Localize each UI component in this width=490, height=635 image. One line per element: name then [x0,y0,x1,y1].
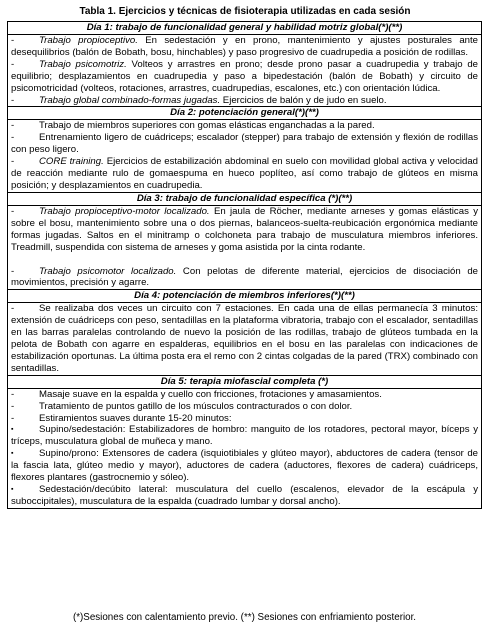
day-content [8,388,482,508]
day-header: Día 1: trabajo de funcionalidad general y habilidad motriz global(*)(**) [8,22,482,35]
list-item: - Trabajo propioceptivo. En sedestación y en prono, mantenimiento y ajustes posturales ante desequilibrios (balón de Bobath, bosu, hinchables) y paso progresivo de cuadrupedia a posición de rodillas. [11,35,478,58]
day-content-row [8,303,482,375]
table-title: Tabla 1. Ejercicios y técnicas de fisioterapia utilizadas en cada sesión [79,6,411,17]
footnote: (*)Sesiones con calentamiento previo. (**) Sesiones con enfriamiento posterior. [72,612,417,623]
day-content [8,120,482,192]
spacer [11,254,478,266]
day-header-row [8,22,482,35]
day-header: Día 4: potenciación de miembros inferiores(*)(**) [8,290,482,303]
list-item: ▪ Supino/sedestación: Estabilizadores de hombro: manguito de los rotadores, pectoral mayor, bíceps y tríceps, musculatura global de muñeca y mano. [11,424,478,448]
day-header: Día 2: potenciación general(*)(**) [8,107,482,120]
list-item: - Estiramientos suaves durante 15-20 minutos: [11,412,232,424]
day-content [8,303,482,375]
day-content [8,205,482,289]
square-bullet-icon: ▪ [11,426,14,434]
list-item: - Se realizaba dos veces un circuito con 7 estaciones. En cada una de ellas permanecía 3 minutos: extensión de cuádriceps con peso, sentadillas en la plataforma vibratoria, trabajo con el escalador, sentadillas en las barras paralelas controlando de nuevo la posición de las rodillas, trabajo de glúteos tumbada en la pelota de Bobath con agarre en espalderas, equilibrios en el bosu en las paralelas con indicaciones de estabilización oportunas. La última posta era el remo con 2 cintas colgadas de la pared (TRX) combinado con sentadillas. [11,303,478,374]
day-content-row [8,388,482,508]
list-item: - Trabajo de miembros superiores con gomas elásticas enganchadas a la pared. [11,120,375,132]
day-header-row [8,192,482,205]
day-content-row [8,120,482,192]
day-content-row [8,205,482,289]
day-header: Día 3: trabajo de funcionalidad específica (*)(**) [8,192,482,205]
day-header-row [8,375,482,388]
list-item: - Trabajo propioceptivo-motor localizado. En jaula de Röcher, mediante arneses y gomas elásticas y sobre el bosu, mantenimiento sobre una o dos piernas, balanceos-suelta-reubicación ergonómica mediante formas jugadas. Saltos en el minitramp o colchoneta para trabajo de musculatura miembros inferiores. Treadmill, suspendida con sistema de arneses y goma asistida por la cinta rodante. [11,205,478,253]
square-bullet-icon: ▪ [11,486,14,493]
day-header: Día 5: terapia miofascial completa (*) [8,375,482,388]
list-item: ▪ Sedestación/decúbito lateral: musculatura del cuello (escalenos, elevador de la escápula y suboccipitales), musculatura de la espalda (cuadrado lumbar y dorsal ancho). [11,484,478,507]
exercise-table [7,21,482,509]
list-item: - Trabajo psicomotriz. Volteos y arrastres en prono; desde prono pasar a cuadrupedia y trabajo de equilibrio; desplazamientos en cuadrupedia y paso a bipedestación (balón de Bobath) y circuito de psicomotricidad (volteos, rotaciones, arrastres, cuadrupedias, escalones, etc.) con orientación lúdica. [11,58,478,94]
day-content [8,35,482,107]
list-item: - Trabajo global combinado-formas jugadas. Ejercicios de balón y de judo en suelo. [11,94,387,106]
list-item: - Tratamiento de puntos gatillo de los músculos contracturados o con dolor. [11,400,353,412]
list-item: - Entrenamiento ligero de cuádriceps; escalador (stepper) para trabajo de extensión y flexión de rodillas con peso ligero. [11,132,478,156]
day-header-row [8,107,482,120]
list-item: - Masaje suave en la espalda y cuello con fricciones, frotaciones y amasamientos. [11,388,382,400]
day-content-row [8,35,482,107]
list-item: - Trabajo psicomotor localizado. Con pelotas de diferente material, ejercicios de disociación de movimientos, precisión y agarre. [11,265,478,289]
list-item: ▪ Supino/prono: Extensores de cadera (isquiotibiales y glúteo mayor), abductores de cadera (tensor de la fascia lata, glúteo medio y mayor), aductores de cadera (aductores, flexores de cadera) cuádriceps, flexores plantares (gastrocnemio y sóleo). [11,448,478,484]
list-item: - CORE training. Ejercicios de estabilización abdominal en suelo con movilidad global activa y velocidad de reacción mediante rulo de gomaespuma en hueco poplíteo, así como trabajo de glúteos en misma posición; y desplazamientos en cuadrupedia. [11,156,479,191]
square-bullet-icon: ▪ [11,450,14,458]
day-header-row [8,290,482,303]
